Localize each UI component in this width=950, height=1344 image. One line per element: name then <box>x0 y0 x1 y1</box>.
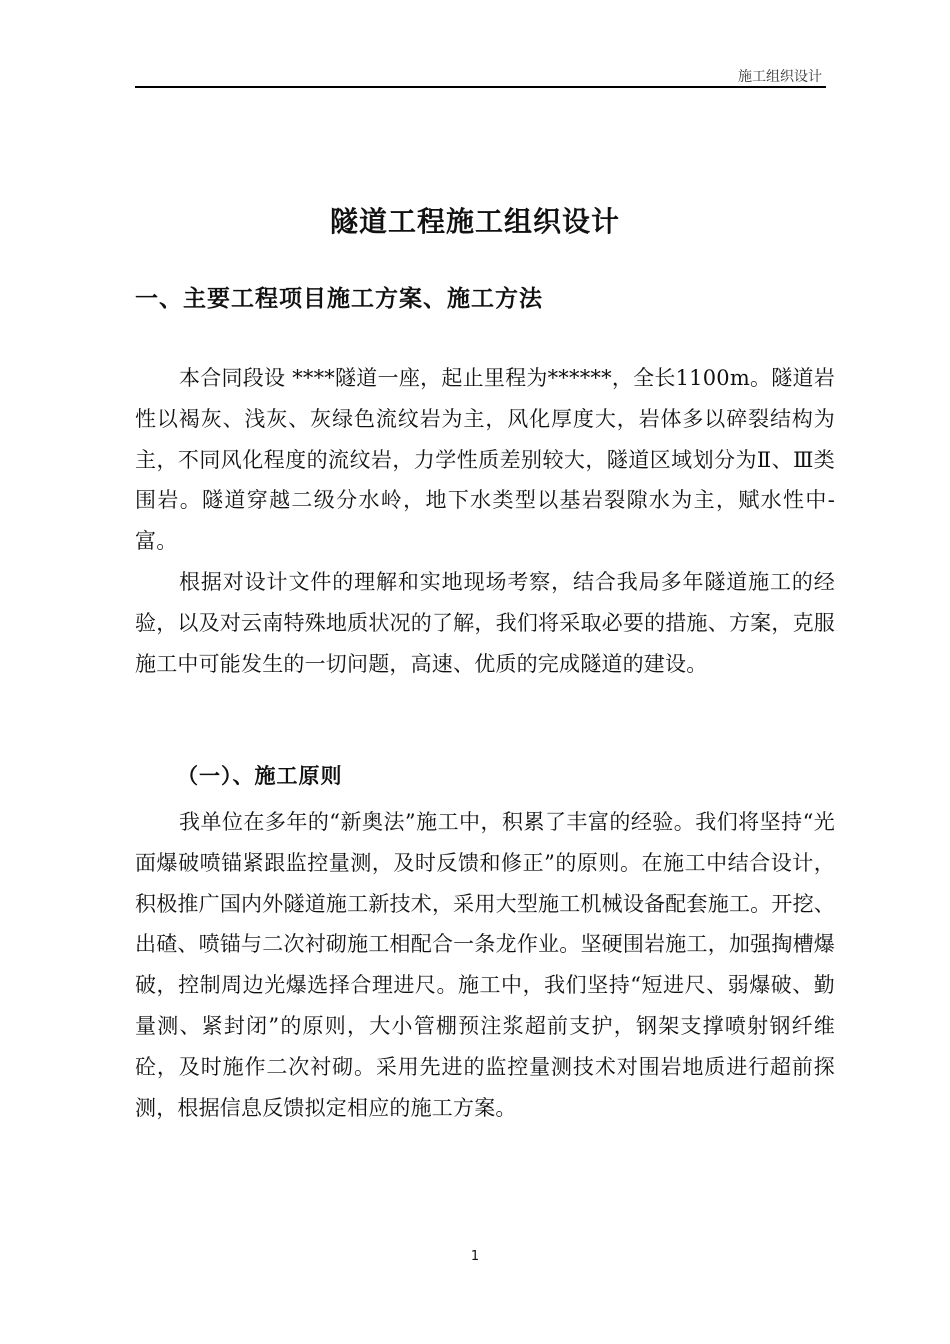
subsection-body <box>135 802 835 1128</box>
section-body <box>135 358 835 684</box>
subsection-heading: （一）、施工原则 <box>177 763 343 788</box>
page-number: 1 <box>470 1249 480 1264</box>
document-title: 隧道工程施工组织设计 <box>329 205 620 238</box>
running-header: 施工组织设计 <box>738 69 822 85</box>
header-divider <box>135 86 826 88</box>
paragraph: 本合同段设 ****隧道一座，起止里程为******，全长1100m。隧道岩性以褐灰、浅灰、灰绿色流纹岩为主，风化厚度大，岩体多以碎裂结构为主，不同风化程度的流纹岩，力学性质差别较大，隧道区域划分为Ⅱ、Ⅲ类围岩。隧道穿越二级分水岭，地下水类型以基岩裂隙水为主，赋水性中-富。 <box>135 366 835 554</box>
section-heading: 一、主要工程项目施工方案、施工方法 <box>135 285 543 312</box>
paragraph: 根据对设计文件的理解和实地现场考察，结合我局多年隧道施工的经验，以及对云南特殊地质状况的了解，我们将采取必要的措施、方案，克服施工中可能发生的一切问题，高速、优质的完成隧道的建设。 <box>135 569 835 676</box>
paragraph: 我单位在多年的“新奥法”施工中，积累了丰富的经验。我们将坚持“光面爆破喷锚紧跟监控量测，及时反馈和修正”的原则。在施工中结合设计，积极推广国内外隧道施工新技术，采用大型施工机械设备配套施工。开挖、出碴、喷锚与二次衬砌施工相配合一条龙作业。坚硬围岩施工，加强掏槽爆破，控制周边光爆选择合理进尺。施工中，我们坚持“短进尺、弱爆破、勤量测、紧封闭”的原则，大小管棚预注浆超前支护，钢架支撑喷射钢纤维砼，及时施作二次衬砌。采用先进的监控量测技术对围岩地质进行超前探测，根据信息反馈拟定相应的施工方案。 <box>135 810 835 1120</box>
